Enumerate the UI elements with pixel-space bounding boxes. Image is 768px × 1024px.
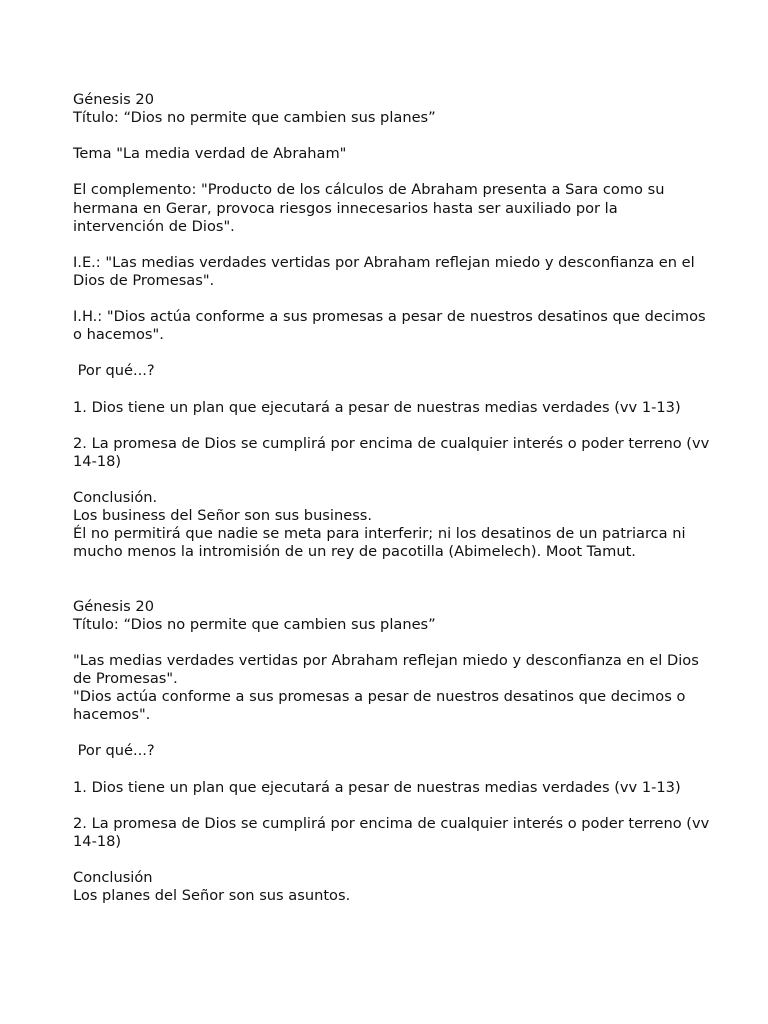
- blank-line: [73, 760, 713, 778]
- conclusion-line-1: Los planes del Señor son sus asuntos.: [73, 887, 351, 905]
- sermon-outline-2: [73, 598, 713, 906]
- blank-line: [73, 724, 713, 742]
- conclusion-heading: Conclusión: [73, 869, 153, 887]
- point-1: 1. Dios tiene un plan que ejecutará a pesar de nuestras medias verdades (vv 1-13): [73, 778, 681, 796]
- book-reference: Génesis 20: [73, 91, 154, 108]
- blank-line: [73, 471, 713, 489]
- blank-line: [73, 236, 713, 254]
- blank-line: [73, 344, 713, 362]
- blank-line: [73, 163, 713, 181]
- blank-line: [73, 851, 713, 869]
- point-2: 2. La promesa de Dios se cumplirá por encima de cualquier interés o poder terreno (vv 14-18): [73, 434, 714, 470]
- conclusion-line-2: Él no permitirá que nadie se meta para interferir; ni los desatinos de un patriarca ni mucho menos la intromisión de un rey de pacotilla (Abimelech). Moot Tamut.: [73, 525, 691, 561]
- section-gap: [73, 561, 713, 597]
- sermon-theme: Tema "La media verdad de Abraham": [73, 145, 347, 163]
- conclusion-line-1: Los business del Señor son sus business.: [73, 507, 373, 525]
- statement-2: "Dios actúa conforme a sus promesas a pesar de nuestros desatinos que decimos o hacemos".: [73, 688, 691, 724]
- document-page: [73, 91, 713, 905]
- point-1: 1. Dios tiene un plan que ejecutará a pesar de nuestras medias verdades (vv 1-13): [73, 398, 681, 416]
- blank-line: [73, 797, 713, 815]
- blank-line: [73, 417, 713, 435]
- sermon-title: Título: “Dios no permite que cambien sus planes”: [73, 615, 436, 633]
- blank-line: [73, 634, 713, 652]
- sermon-title: Título: “Dios no permite que cambien sus planes”: [73, 109, 436, 127]
- sermon-outline-1: [73, 91, 713, 561]
- point-2: 2. La promesa de Dios se cumplirá por encima de cualquier interés o poder terreno (vv 14-18): [73, 814, 714, 850]
- blank-line: [73, 127, 713, 145]
- book-reference: Génesis 20: [73, 597, 154, 615]
- homiletic-idea: I.H.: "Dios actúa conforme a sus promesas a pesar de nuestros desatinos que decimos o hacemos".: [73, 308, 711, 344]
- blank-line: [73, 290, 713, 308]
- statement-1: "Las medias verdades vertidas por Abraham reflejan miedo y desconfianza en el Dios de Promesas".: [73, 651, 704, 687]
- why-question: Por qué...?: [73, 362, 155, 380]
- conclusion-heading: Conclusión.: [73, 489, 158, 507]
- why-question: Por qué...?: [73, 742, 155, 760]
- sermon-complement: El complemento: "Producto de los cálculos de Abraham presenta a Sara como su hermana en Gerar, provoca riesgos innecesarios hasta ser auxiliado por la intervención de Dios".: [73, 181, 670, 235]
- blank-line: [73, 381, 713, 399]
- exegetical-idea: I.E.: "Las medias verdades vertidas por Abraham reflejan miedo y desconfianza en el Dios de Promesas".: [73, 253, 700, 289]
